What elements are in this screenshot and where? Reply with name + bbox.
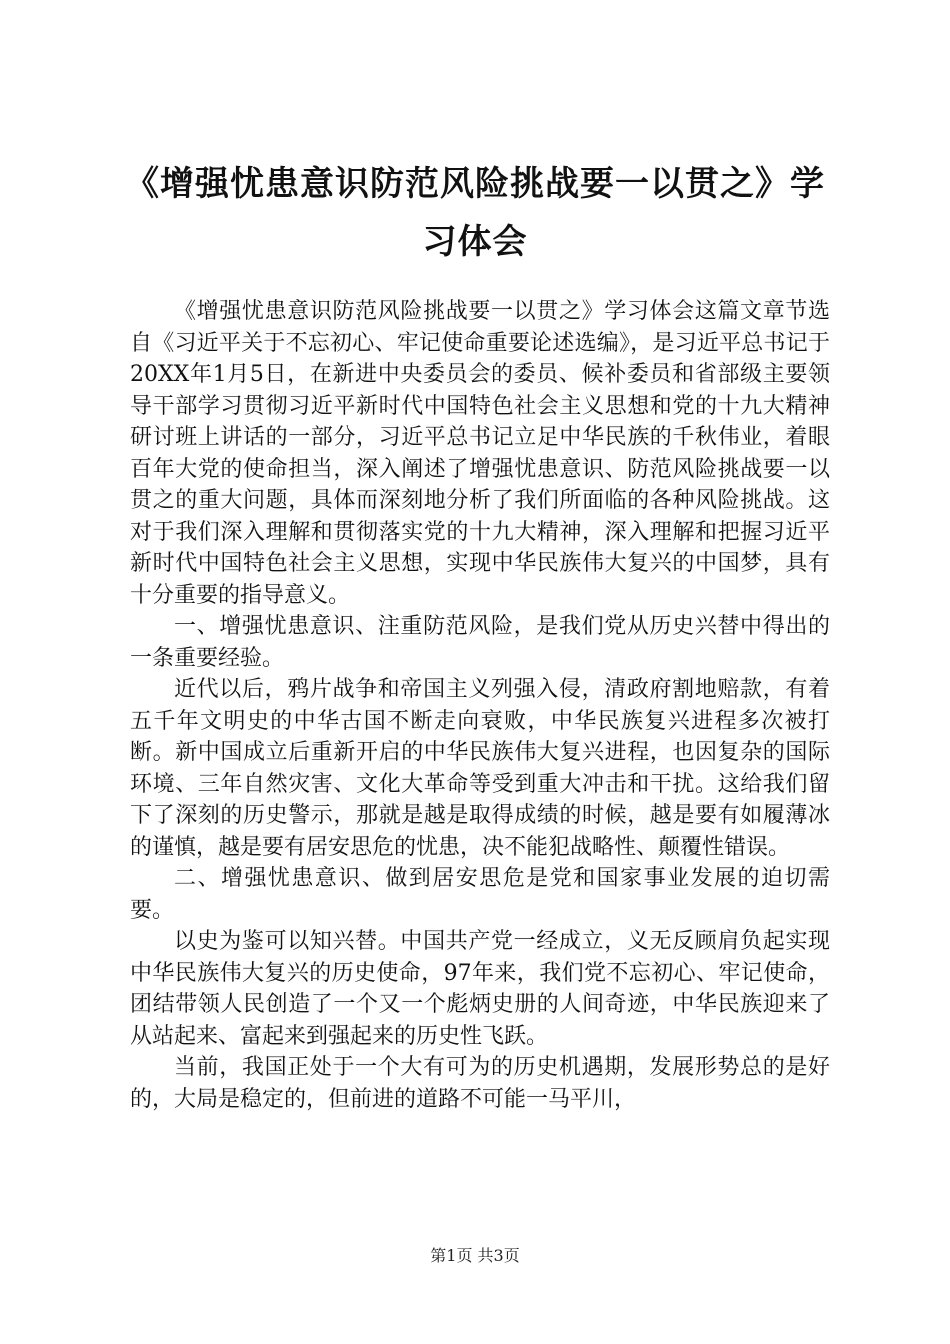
paragraph-current: 当前，我国正处于一个大有可为的历史机遇期，发展形势总的是好的，大局是稳定的，但前进的道路不可能一马平川， [130,1055,830,1112]
document-title: 《增强忧患意识防范风险挑战要一以贯之》学习体会 [125,164,825,262]
paragraph-heading-2: 二、增强忧患意识、做到居安思危是党和国家事业发展的迫切需要。 [130,866,830,923]
paragraph-heading-1: 一、增强忧患意识、注重防范风险，是我们党从历史兴替中得出的一条重要经验。 [130,614,830,671]
paragraph-history: 近代以后，鸦片战争和帝国主义列强入侵，清政府割地赔款，有着五千年文明史的中华古国不断走向衰败，中华民族复兴进程多次被打断。新中国成立后重新开启的中华民族伟大复兴进程，也因复杂的国际环境、三年自然灾害、文化大革命等受到重大冲击和干扰。这给我们留下了深刻的历史警示，那就是越是取得成绩的时候，越是要有如履薄冰的谨慎，越是要有居安思危的忧患，决不能犯战略性、颠覆性错误。 [130,677,830,860]
paragraph-lessons: 以史为鉴可以知兴替。中国共产党一经成立，义无反顾肩负起实现中华民族伟大复兴的历史使命，97年来，我们党不忘初心、牢记使命，团结带领人民创造了一个又一个彪炳史册的人间奇迹，中华民族迎来了从站起来、富起来到强起来的历史性飞跃。 [130,929,830,1049]
paragraph-intro: 《增强忧患意识防范风险挑战要一以贯之》学习体会这篇文章节选自《习近平关于不忘初心、牢记使命重要论述选编》，是习近平总书记于20XX年1月5日，在新进中央委员会的委员、候补委员和省部级主要领导干部学习贯彻习近平新时代中国特色社会主义思想和党的十九大精神研讨班上讲话的一部分，习近平总书记立足中华民族的千秋伟业，着眼百年大党的使命担当，深入阐述了增强忧患意识、防范风险挑战要一以贯之的重大问题，具体而深刻地分析了我们所面临的各种风险挑战。这对于我们深入理解和贯彻落实党的十九大精神，深入理解和把握习近平新时代中国特色社会主义思想，实现中华民族伟大复兴的中国梦，具有十分重要的指导意义。 [130,299,830,608]
document-body [130,296,830,1115]
page-footer: 第1页 共3页 [430,1246,520,1265]
